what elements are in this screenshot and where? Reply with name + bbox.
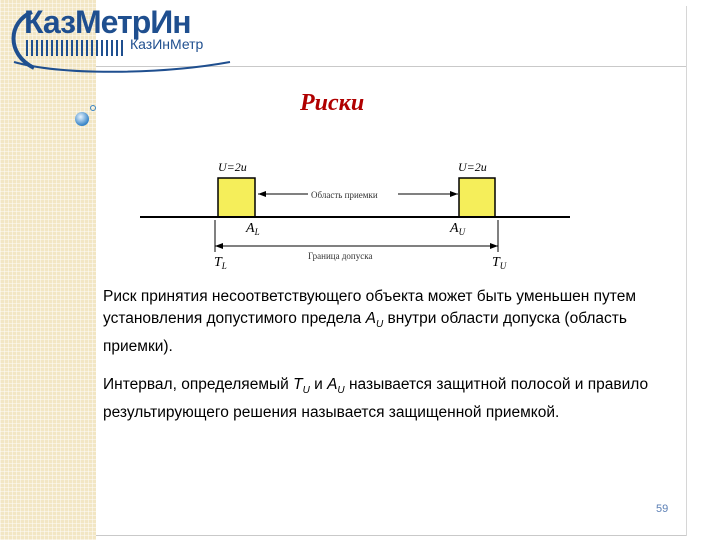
acceptance-zone-label: Область приемки (311, 190, 378, 200)
footer-divider (96, 535, 686, 536)
decorative-left-strip (0, 0, 96, 540)
paragraph-risk: Риск принятия несоответствующего объекта может быть уменьшен путем установления допустимого предела $A_U$ внутри области допуска (область приемки). (103, 288, 637, 356)
bullet-bulb-icon (74, 104, 98, 128)
lower-band-width-label: U=2u (218, 160, 247, 174)
lower-acceptance-limit: $A_L$ (246, 221, 260, 237)
upper-band-width-label: U=2u (458, 160, 487, 174)
guard-band-diagram (140, 150, 580, 275)
logo-main-text: КазМетрИн (24, 4, 191, 40)
paragraph-guard-band: Интервал, определяемый $T_U$ и $A_U$ называется защитной полосой и правило результирующего решения называется защищенной приемкой. (103, 376, 649, 422)
slide-title: Риски (300, 90, 365, 116)
lower-guard-band (218, 178, 255, 217)
logo-sub-text: КазИнМетр (130, 36, 204, 52)
right-frame-line (686, 6, 687, 536)
upper-acceptance-limit: $A_U$ (450, 221, 466, 237)
upper-guard-band (459, 178, 495, 217)
page-number: 59 (656, 503, 669, 515)
tolerance-limit-label: Граница допуска (308, 251, 373, 261)
lower-tolerance-limit: $T_L$ (214, 255, 227, 271)
logo (4, 2, 234, 74)
upper-tolerance-limit: $T_U$ (492, 255, 507, 271)
